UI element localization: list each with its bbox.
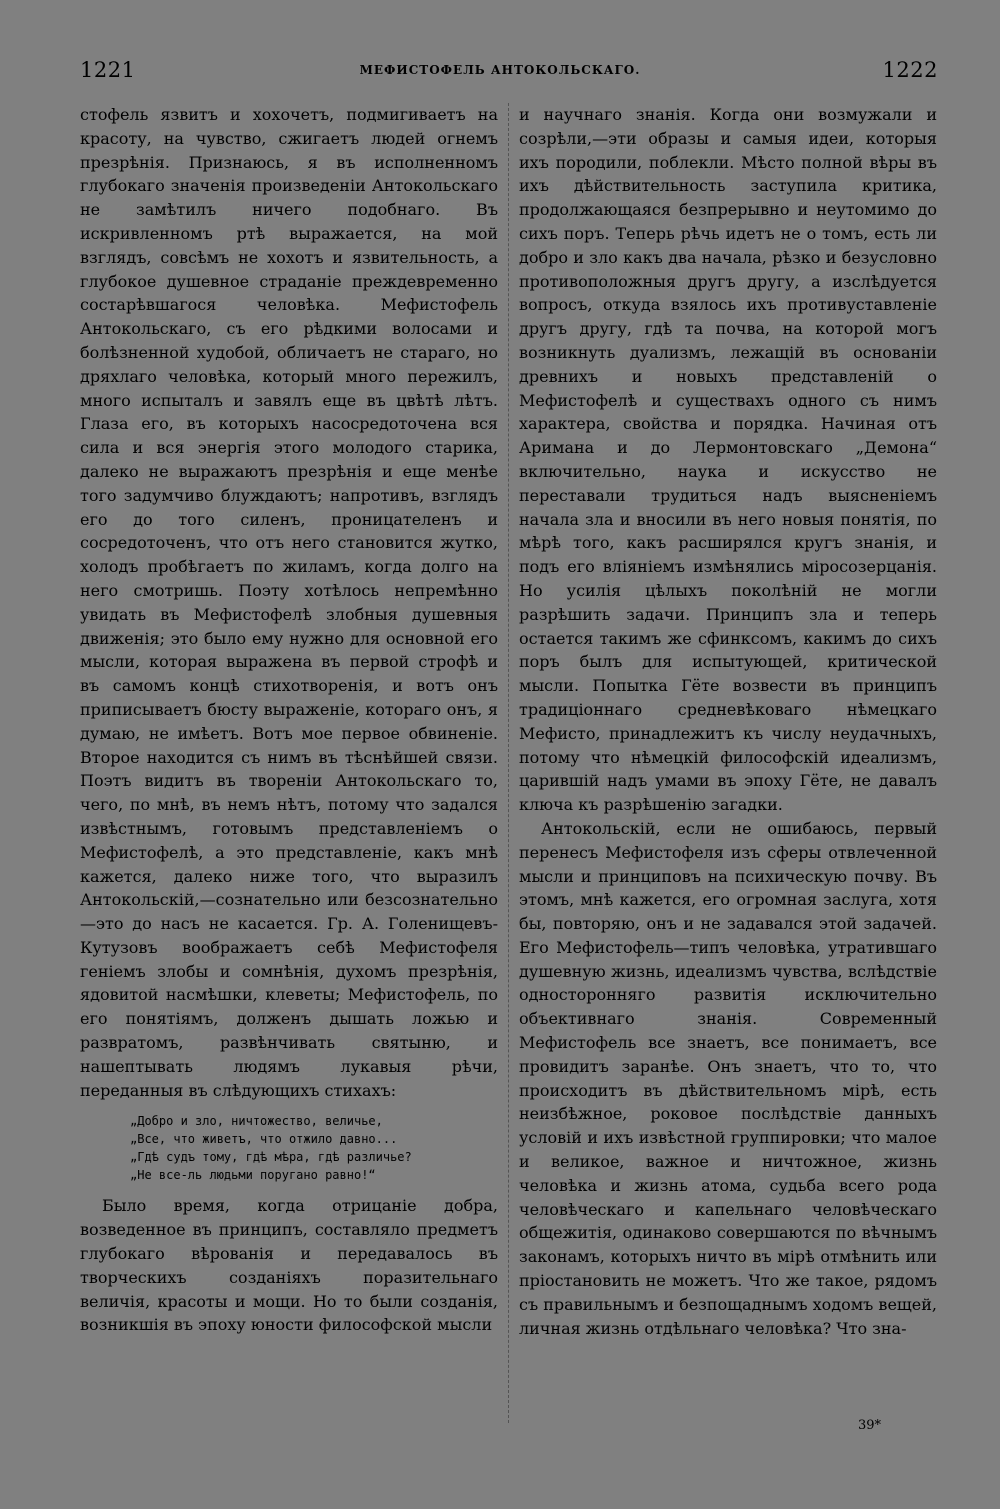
poem-line: „Не все-ль людьми поругано равно!“ [130, 1168, 376, 1183]
column-divider [508, 103, 509, 1423]
running-title: МЕФИСТОФЕЛЬ АНТОКОЛЬСКАГО. [359, 63, 641, 77]
right-paragraph-1: и научнаго знанія. Когда они возмужали и созрѣли,—эти образы и самыя идеи, которыя ихъ породили, поблекли. Мѣсто полной вѣры въ ихъ дѣйствительность заступила критика, продолжающаяся безпрерывно и неутомимо до сихъ поръ. Теперь рѣчь идетъ не о томъ, есть ли добро и зло какъ два начала, рѣзко и безусловно противоположныя другъ другу, а изслѣдуется вопросъ, откуда взялось ихъ противуставленіе другъ другу, гдѣ та почва, на которой могъ возникнуть дуализмъ, лежащій въ основаніи древнихъ и новыхъ представленій о Мефистофелѣ и существахъ одного съ нимъ характера, свойства и порядка. Начиная отъ Аримана и до Лермонтовскаго „Демона“ включительно, наука и искусство не переставали трудиться надъ выясненіемъ начала зла и вносили въ него новыя понятія, по мѣрѣ того, какъ расширялся кругъ знанія, и подъ его вліяніемъ измѣнялись міросозерцанія. Но усилія цѣлыхъ поколѣній не могли разрѣшить задачи. Принципъ зла и теперь остается такимъ же сфинксомъ, какимъ до сихъ поръ былъ для испытующей, критической мысли. Попытка Гёте возвести въ принципъ традиціоннаго средневѣковаго нѣмецкаго Мефисто, принадлежитъ къ числу неудачныхъ, потому что нѣмецкій философскій идеализмъ, царившій надъ умами въ эпоху Гёте, не давалъ ключа къ разрѣшенію загадки. [519, 105, 937, 815]
page-number-right: 1222 [882, 58, 938, 82]
page-number-left: 1221 [80, 58, 136, 82]
right-column [519, 103, 937, 1340]
left-paragraph-2: Было время, когда отрицаніе добра, возведенное въ принципъ, составляло предметъ глубокаго вѣрованія и передавалось въ творческихъ созданіяхъ поразительнаго величія, красоты и мощи. Но то были созданія, возникшія въ эпоху юности философской мысли [80, 1196, 498, 1335]
page-header [0, 58, 1000, 84]
right-paragraph-2: Антокольскій, если не ошибаюсь, первый перенесъ Мефистофеля изъ сферы отвлеченной мысли и принциповъ на психическую почву. Въ этомъ, мнѣ кажется, его огромная заслуга, хотя бы, повторяю, онъ и не задавался этой задачей. Его Мефистофель—типъ человѣка, утратившаго душевную жизнь, идеализмъ чувства, вслѣдствіе односторонняго развитія исключительно объективнаго знанія. Современный Мефистофель все знаетъ, все понимаетъ, все провидитъ заранѣе. Онъ знаетъ, что то, что происходитъ въ дѣйствительномъ мірѣ, есть неизбѣжное, роковое послѣдствіе данныхъ условій и ихъ извѣстной группировки; что малое и великое, важное и ничтожное, жизнь человѣка и жизнь атома, судьба всего рода человѣческаго и капельнаго человѣческаго общежитія, одинаково совершаются по вѣчнымъ законамъ, которыхъ ничто въ мірѣ отмѣнить или пріостановить не можетъ. Что же такое, рядомъ съ правильнымъ и безпощаднымъ ходомъ вещей, личная жизнь отдѣльнаго человѣка? Что зна- [519, 818, 937, 1338]
signature-mark: 39* [858, 1418, 882, 1433]
poem-line: „Все, что живетъ, что отжило давно... [130, 1132, 398, 1147]
poem-quote [130, 1112, 498, 1184]
poem-line: „Добро и зло, ничтожество, величье, [130, 1114, 383, 1129]
left-paragraph-1: стофель язвитъ и хохочетъ, подмигиваетъ на красоту, на чувство, сжигаетъ людей огнемъ презрѣнія. Признаюсь, я въ исполненномъ глубокаго значенія произведеніи Антокольскаго не замѣтилъ ничего подобнаго. Въ искривленномъ ртѣ выражается, на мой взглядъ, совсѣмъ не хохотъ и язвительность, а глубокое душевное страданіе преждевременно состарѣвшагося человѣка. Мефистофель Антокольскаго, съ его рѣдкими волосами и болѣзненной худобой, обличаетъ не стараго, но дряхлаго человѣка, который много пережилъ, много испыталъ и завялъ еще въ цвѣтѣ лѣтъ. Глаза его, въ которыхъ насосредоточена вся сила и вся энергія этого молодого старика, далеко не выражаютъ презрѣнія и еще менѣе того задумчиво блуждаютъ; напротивъ, взглядъ его до того силенъ, проницателенъ и сосредоточенъ, что отъ него становится жутко, холодъ пробѣгаетъ по жиламъ, когда долго на него смотришь. Поэту хотѣлось непремѣнно увидать въ Мефистофелѣ злобныя душевныя движенія; это было ему нужно для основной его мысли, которая выражена въ первой строфѣ и въ самомъ концѣ стихотворенія, и вотъ онъ приписываетъ бюсту выраженіе, котораго онъ, я думаю, не имѣетъ. Вотъ мое первое обвиненіе. Второе находится съ нимъ въ тѣснѣйшей связи. Поэтъ видитъ въ твореніи Антокольскаго то, чего, по мнѣ, въ немъ нѣтъ, потому что задался извѣстнымъ, готовымъ представленіемъ о Мефистофелѣ, а это представленіе, какъ мнѣ кажется, далеко ниже того, что выразилъ Антокольскій,—сознательно или безсознательно—это до насъ не касается. Гр. А. Голенищевъ-Кутузовъ воображаетъ себѣ Мефистофеля геніемъ злобы и сомнѣнія, духомъ презрѣнія, ядовитой насмѣшки, клеветы; Мефистофель, по его понятіямъ, долженъ дышать ложью и развратомъ, развѣнчивать святыню, и нашептывать людямъ лукавыя рѣчи, переданныя въ слѣдующихъ стихахъ: [80, 105, 498, 1100]
left-column [80, 103, 498, 1337]
poem-line: „Гдѣ судъ тому, гдѣ мѣра, гдѣ различье? [130, 1150, 412, 1165]
